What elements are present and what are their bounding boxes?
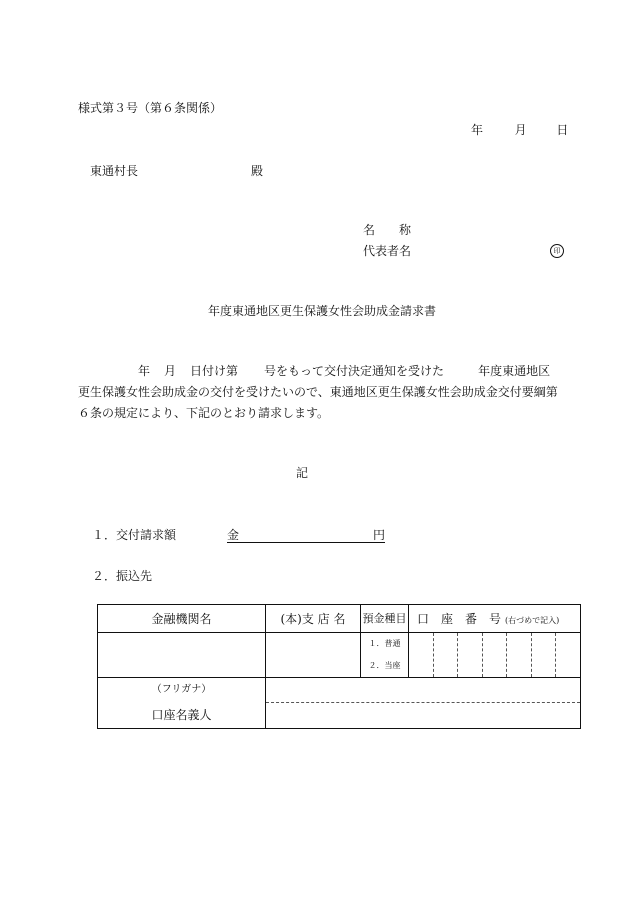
furigana-field[interactable]: [266, 678, 580, 703]
header-account-number: 口 座 番 号 (右づめで記入): [409, 605, 581, 633]
date-month: 月: [514, 123, 527, 137]
deposit-option-current: ２．当座: [368, 661, 401, 670]
addressee-honorific: 殿: [251, 164, 264, 178]
account-number-cell[interactable]: [409, 633, 581, 678]
document-title: 年度東通地区更生保護女性会助成金請求書: [208, 304, 437, 318]
holder-label: 口座名義人: [151, 708, 212, 722]
header-branch-name: (本)支 店 名: [266, 605, 361, 633]
item1-label: １．交付請求額: [92, 528, 177, 542]
bank-name-cell[interactable]: [98, 633, 266, 678]
body-line-1: 年 月 日付け第 号をもって交付決定通知を受けた 年度東通地区: [138, 364, 551, 378]
deposit-type-cell: [361, 633, 409, 678]
form-number: 様式第３号（第６条関係）: [78, 101, 223, 115]
applicant-name-label: 名 称: [363, 223, 412, 237]
holder-label-cell: [98, 678, 266, 729]
seal-mark-icon: 印: [550, 243, 564, 258]
date-day: 日: [556, 123, 569, 137]
addressee-name: 東通村長: [90, 164, 139, 178]
header-bank-name: 金融機関名: [98, 605, 266, 633]
amount-field: [227, 528, 385, 543]
body-line-3: ６条の規定により、下記のとおり請求します。: [78, 406, 330, 420]
item2-label: ２．振込先: [92, 569, 153, 583]
date-line: [471, 124, 568, 136]
amount-suffix: 円: [372, 528, 385, 542]
branch-name-cell[interactable]: [266, 633, 361, 678]
date-year: 年: [471, 123, 484, 137]
holder-name-cell[interactable]: [266, 678, 581, 729]
amount-prefix: 金: [227, 528, 240, 542]
deposit-option-ordinary: １．普通: [368, 639, 401, 648]
ki-heading: 記: [296, 466, 309, 480]
bank-account-table: [97, 604, 581, 729]
furigana-label: （フリガナ）: [151, 684, 212, 695]
holder-name-field[interactable]: [266, 703, 580, 728]
applicant-rep-label: 代表者名: [363, 244, 412, 258]
header-deposit-type: 預金種目: [361, 605, 409, 633]
body-line-2: 更生保護女性会助成金の交付を受けたいので、東通地区更生保護女性会助成金交付要綱第: [78, 385, 558, 399]
